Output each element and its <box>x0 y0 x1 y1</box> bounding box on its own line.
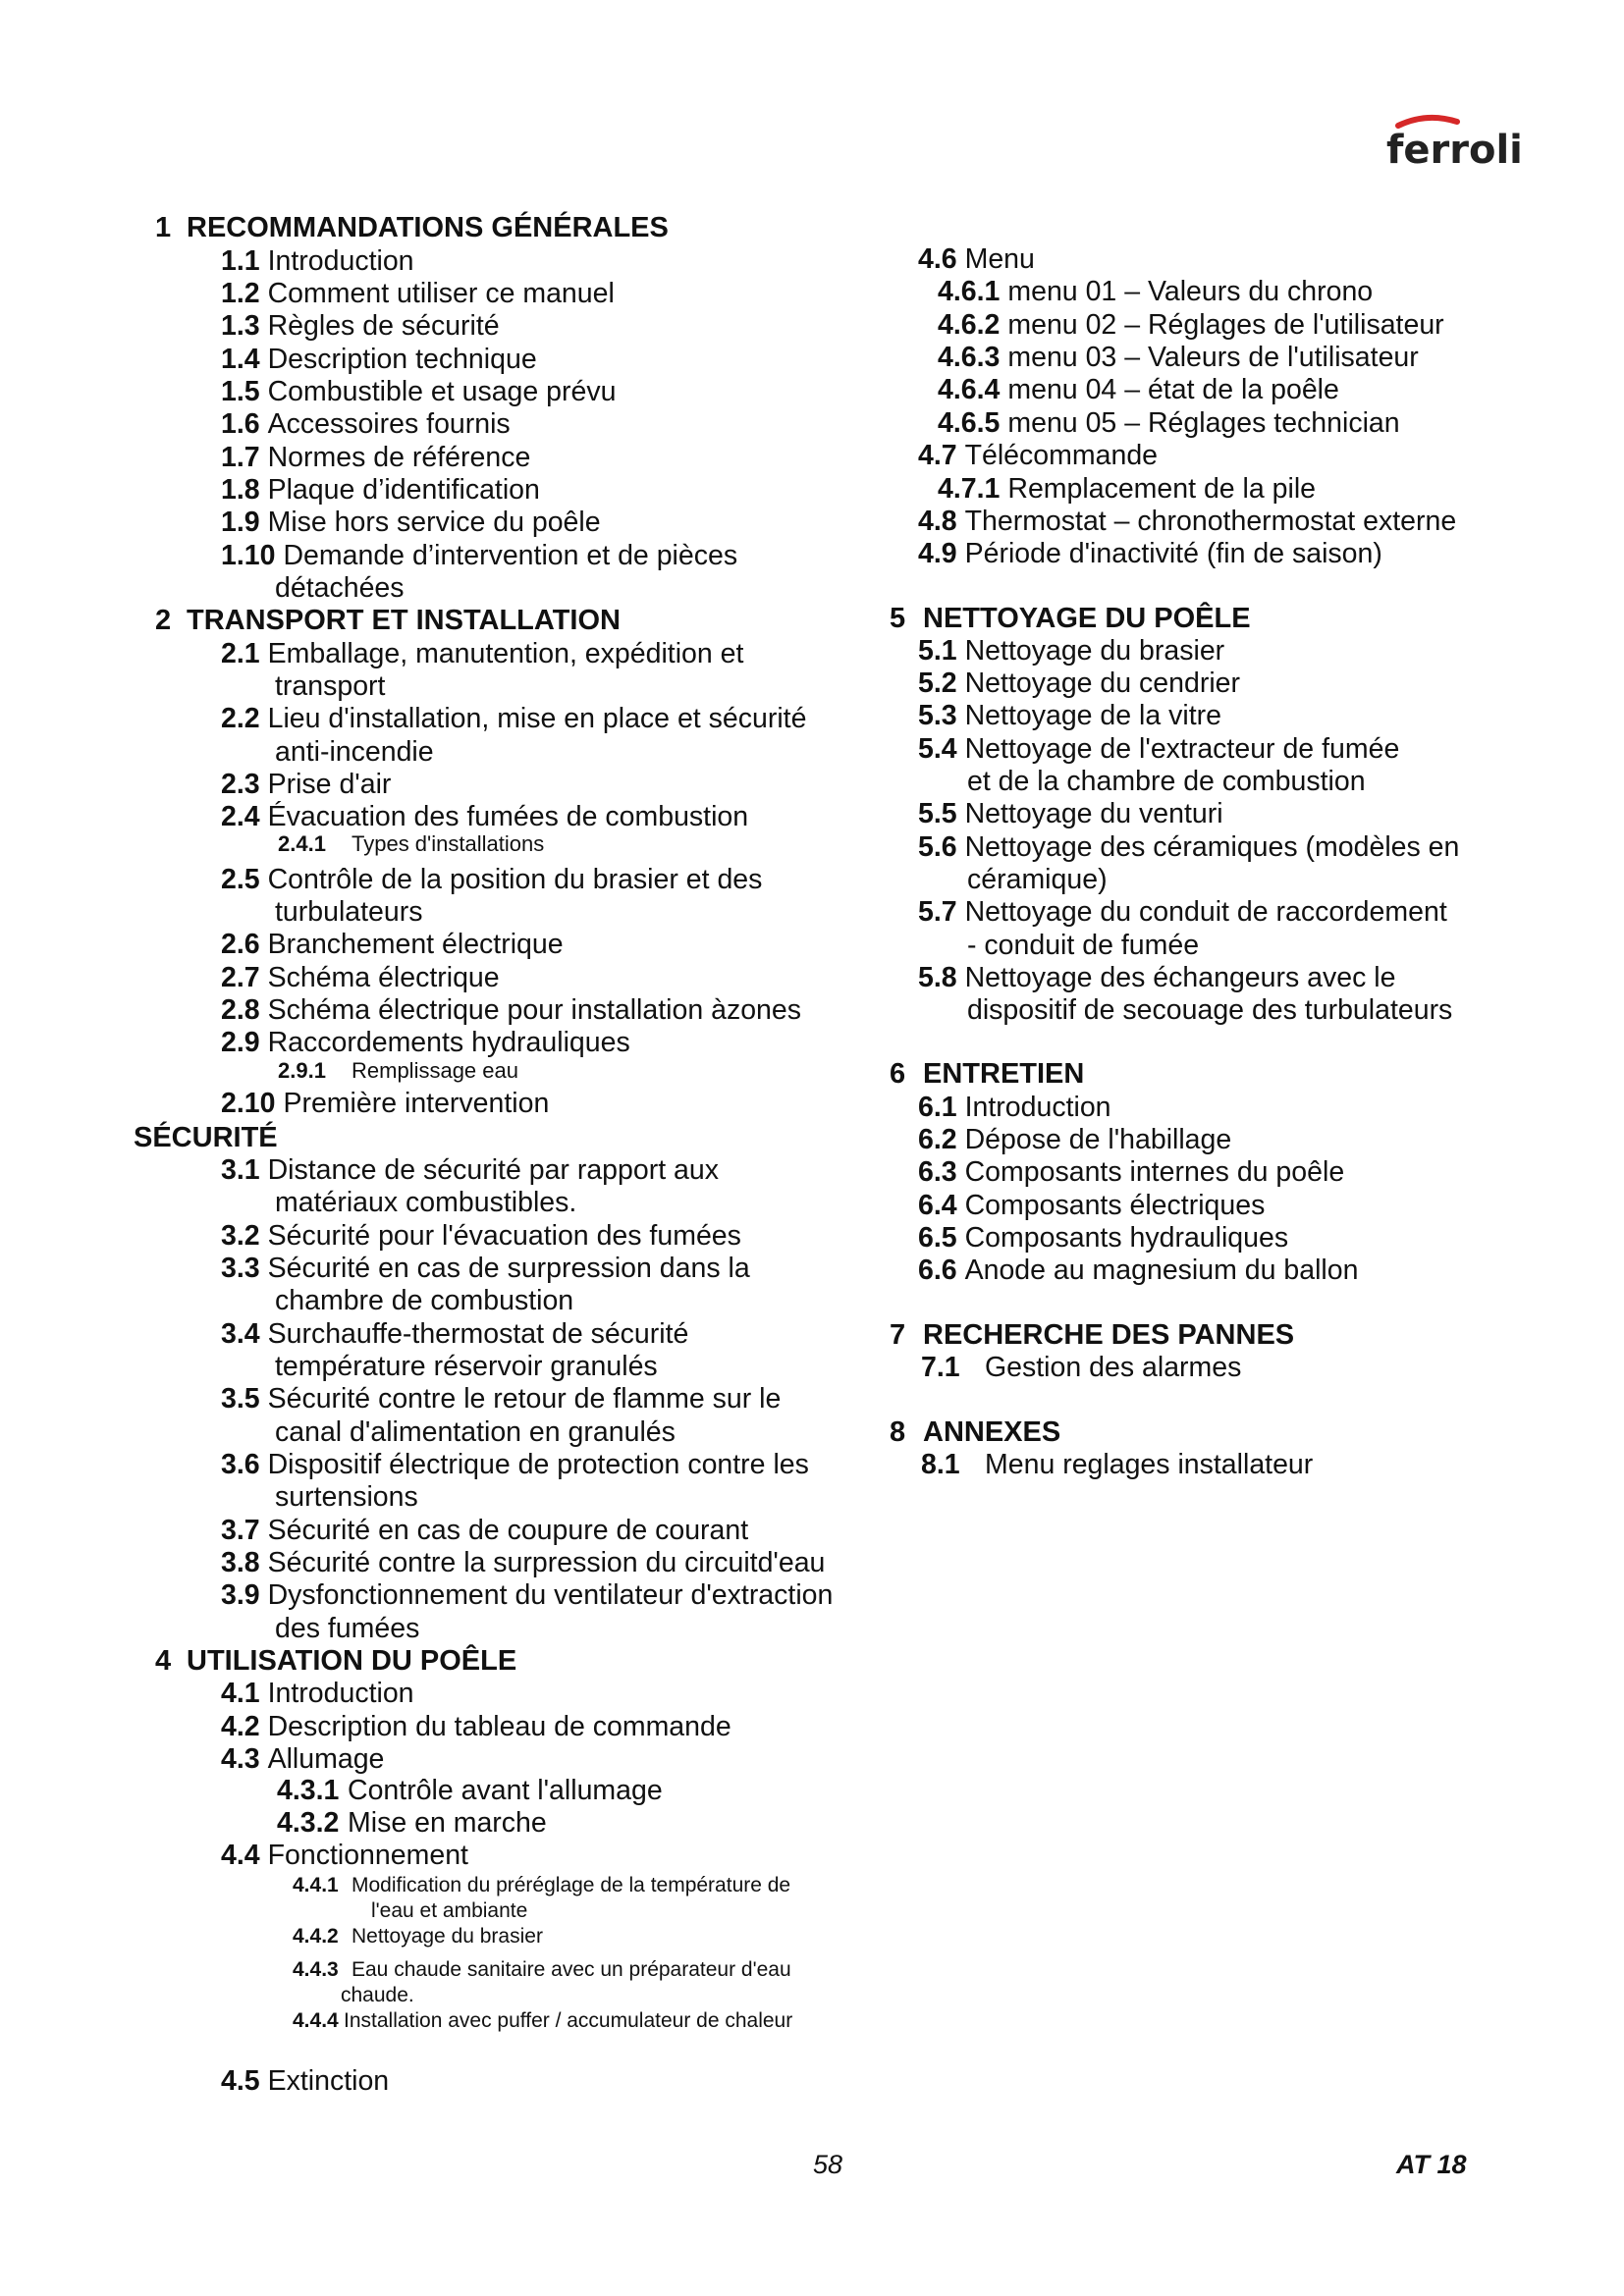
section-title: Introduction <box>267 1678 414 1709</box>
section-title: Installation avec puffer / accumulateur de chaleur <box>344 2009 793 2032</box>
right-toc-entry <box>890 1416 1061 1449</box>
section-number: 3.8 <box>221 1547 260 1578</box>
right-toc-entry <box>918 733 1399 766</box>
section-number: 1.10 <box>221 540 276 571</box>
section-title: Période d'inactivité (fin de saison) <box>964 538 1382 569</box>
section-number: 4.6.4 <box>938 374 1001 405</box>
section-title: Composants hydrauliques <box>964 1222 1289 1254</box>
section-number: 2.1 <box>221 638 260 669</box>
section-title: Extinction <box>267 2065 390 2097</box>
section-number: 2.7 <box>221 962 260 993</box>
section-title: Surchauffe-thermostat de sécurité <box>267 1318 689 1350</box>
section-title: Raccordements hydrauliques <box>267 1027 630 1058</box>
section-title: Nettoyage de la vitre <box>964 700 1221 731</box>
section-number: 1.2 <box>221 278 260 309</box>
chapter-title: RECOMMANDATIONS GÉNÉRALES <box>187 212 669 243</box>
left-toc-entry <box>221 962 500 994</box>
section-number: 4.7 <box>918 440 957 471</box>
section-title: Combustible et usage prévu <box>267 376 617 407</box>
left-toc-entry <box>275 736 434 769</box>
entry-continuation: surtensions <box>275 1481 418 1513</box>
section-title: Accessoires fournis <box>267 408 511 440</box>
section-number: 1.7 <box>221 442 260 473</box>
section-number: 3.6 <box>221 1449 260 1480</box>
section-number: 4.4.1 <box>293 1874 339 1896</box>
chapter-number: 7 <box>890 1319 906 1351</box>
section-number: 2.5 <box>221 864 260 895</box>
left-toc-entry <box>221 864 762 896</box>
section-title: Nettoyage du venturi <box>964 798 1223 829</box>
section-title: Thermostat – chronothermostat externe <box>964 506 1457 537</box>
left-toc-entry <box>221 474 540 507</box>
left-toc-entry <box>221 1253 750 1285</box>
left-toc-entry <box>275 896 423 929</box>
left-toc-entry <box>371 1898 527 1924</box>
left-toc-entry <box>293 1957 791 1983</box>
left-toc-entry <box>221 1088 549 1120</box>
section-title: Nettoyage du conduit de raccordement <box>964 896 1447 928</box>
section-number: 2.2 <box>221 703 260 734</box>
section-number: 4.4.3 <box>293 1958 339 1981</box>
section-number: 1.5 <box>221 376 260 407</box>
section-number: 5.2 <box>918 667 957 699</box>
right-toc-entry <box>918 1156 1344 1189</box>
page-number: 58 <box>813 2150 843 2179</box>
left-toc-entry <box>275 572 405 605</box>
section-title: Schéma électrique <box>267 962 500 993</box>
section-number: 5.4 <box>918 733 957 765</box>
section-title: Dysfonctionnement du ventilateur d'extraction <box>267 1579 834 1611</box>
entry-continuation: turbulateurs <box>275 896 423 928</box>
section-title: Description du tableau de commande <box>267 1711 731 1742</box>
left-toc-entry <box>275 1187 576 1219</box>
left-toc-entry <box>221 344 537 376</box>
right-toc-entry <box>967 930 1199 962</box>
chapter-number: 8 <box>890 1416 906 1448</box>
left-toc-entry <box>221 540 737 572</box>
section-number: 5.7 <box>918 896 957 928</box>
left-toc-entry <box>275 1351 658 1383</box>
left-toc-entry <box>221 1383 781 1415</box>
chapter-number: 6 <box>890 1058 906 1090</box>
left-toc-entry <box>221 1449 809 1481</box>
section-title: Règles de sécurité <box>267 310 500 342</box>
entry-continuation: chaude. <box>341 1984 414 2006</box>
right-toc-entry <box>918 831 1459 864</box>
right-toc-entry <box>918 538 1382 570</box>
section-title: Lieu d'installation, mise en place et sécurité <box>267 703 807 734</box>
section-number: 4.4.2 <box>293 1925 339 1948</box>
section-title: Remplissage eau <box>352 1058 518 1083</box>
section-number: 4.8 <box>918 506 957 537</box>
left-toc-entry <box>221 1154 719 1187</box>
chapter-number: 2 <box>155 605 172 636</box>
section-number: 6.3 <box>918 1156 957 1188</box>
section-number: 5.5 <box>918 798 957 829</box>
left-toc-entry <box>293 1924 543 1949</box>
section-title: Emballage, manutention, expédition et <box>267 638 744 669</box>
ferroli-logo <box>1382 108 1523 177</box>
section-title: Mise hors service du poêle <box>267 507 601 538</box>
right-toc-entry <box>918 962 1395 994</box>
section-number: 2.10 <box>221 1088 276 1119</box>
section-number: 2.9.1 <box>278 1058 326 1083</box>
left-toc-entry <box>221 376 616 408</box>
right-toc-entry <box>938 309 1444 342</box>
section-number: 4.3.1 <box>277 1775 340 1806</box>
right-toc-entry <box>921 1352 1242 1384</box>
right-toc-entry <box>890 603 1251 635</box>
section-title: Demande d’intervention et de pièces <box>283 540 738 571</box>
section-number: 2.6 <box>221 929 260 960</box>
left-toc-entry <box>221 638 743 670</box>
section-title: Composants internes du poêle <box>964 1156 1345 1188</box>
section-title: Sécurité contre la surpression du circuitd'eau <box>267 1547 826 1578</box>
entry-continuation: canal d'alimentation en granulés <box>275 1416 676 1448</box>
left-toc-entry <box>275 1613 419 1645</box>
section-title: Gestion des alarmes <box>985 1352 1242 1383</box>
section-number: 2.4 <box>221 801 260 832</box>
right-toc-entry <box>918 1255 1358 1287</box>
left-toc-entry <box>275 1481 418 1514</box>
left-toc-entry <box>221 442 530 474</box>
left-toc-entry <box>275 1285 573 1317</box>
section-title: Sécurité contre le retour de flamme sur le <box>267 1383 782 1415</box>
left-toc-entry <box>221 929 564 961</box>
left-toc-entry <box>221 278 615 310</box>
entry-continuation: matériaux combustibles. <box>275 1187 577 1218</box>
section-number: 6.5 <box>918 1222 957 1254</box>
entry-continuation: - conduit de fumée <box>967 930 1200 961</box>
right-toc-entry <box>918 440 1158 472</box>
left-toc-entry <box>221 1840 468 1872</box>
chapter-number: 5 <box>890 603 906 634</box>
section-number: 7.1 <box>921 1352 960 1383</box>
entry-continuation: température réservoir granulés <box>275 1351 658 1382</box>
section-number: 5.8 <box>918 962 957 993</box>
section-title: Fonctionnement <box>267 1840 468 1871</box>
section-number: 3.5 <box>221 1383 260 1415</box>
right-toc-entry <box>890 1319 1295 1352</box>
section-number: 3.2 <box>221 1220 260 1252</box>
left-toc-entry <box>277 1775 663 1807</box>
entry-continuation: anti-incendie <box>275 736 434 768</box>
section-number: 1.1 <box>221 245 260 277</box>
section-number: 8.1 <box>921 1449 960 1480</box>
section-number: 3.7 <box>221 1515 260 1546</box>
right-toc-entry <box>918 798 1223 830</box>
right-toc-entry <box>967 994 1452 1027</box>
chapter-number: 4 <box>155 1645 172 1677</box>
section-title: Menu <box>964 243 1035 275</box>
left-toc-entry <box>221 703 806 735</box>
left-toc-entry <box>275 1416 676 1449</box>
section-title: Schéma électrique pour installation àzones <box>267 994 802 1026</box>
left-toc-entry <box>221 994 801 1027</box>
section-number: 2.8 <box>221 994 260 1026</box>
section-number: 3.1 <box>221 1154 260 1186</box>
left-toc-entry <box>221 1318 688 1351</box>
right-toc-entry <box>918 1190 1265 1222</box>
section-number: 4.2 <box>221 1711 260 1742</box>
section-number: 4.6.5 <box>938 407 1001 439</box>
section-title: Nettoyage du brasier <box>352 1925 543 1948</box>
section-title: Remplacement de la pile <box>1007 473 1317 505</box>
section-number: 4.5 <box>221 2065 260 2097</box>
section-title: Sécurité en cas de surpression dans la <box>267 1253 750 1284</box>
section-number: 5.3 <box>918 700 957 731</box>
section-title: Dépose de l'habillage <box>964 1124 1232 1155</box>
right-toc-entry <box>938 374 1339 406</box>
chapter-title: UTILISATION DU POÊLE <box>187 1645 517 1677</box>
section-title: Mise en marche <box>348 1807 547 1839</box>
left-toc-entry <box>221 1547 825 1579</box>
section-title: menu 03 – Valeurs de l'utilisateur <box>1007 342 1419 373</box>
right-toc-entry <box>938 342 1419 374</box>
right-toc-entry <box>918 1124 1231 1156</box>
left-toc-entry <box>221 245 414 278</box>
section-title: Introduction <box>267 245 414 277</box>
section-title: Eau chaude sanitaire avec un préparateur d'eau <box>352 1958 791 1981</box>
section-title: Types d'installations <box>352 831 545 856</box>
left-toc-entry <box>155 1645 517 1678</box>
left-toc-entry <box>221 408 511 441</box>
section-number: 1.9 <box>221 507 260 538</box>
section-title: Sécurité en cas de coupure de courant <box>267 1515 749 1546</box>
section-number: 5.6 <box>918 831 957 863</box>
section-title: Modification du préréglage de la température de <box>352 1874 791 1896</box>
section-number: 4.4.4 <box>293 2009 339 2032</box>
section-number: 3.4 <box>221 1318 260 1350</box>
right-toc-entry <box>918 243 1035 276</box>
right-toc-entry <box>921 1449 1314 1481</box>
section-number: 1.4 <box>221 344 260 375</box>
right-toc-entry <box>918 896 1447 929</box>
chapter-number: 1 <box>155 212 172 243</box>
section-title: Distance de sécurité par rapport aux <box>267 1154 720 1186</box>
left-toc-entry <box>278 1058 518 1084</box>
section-title: Nettoyage des échangeurs avec le <box>964 962 1396 993</box>
section-title: Nettoyage du cendrier <box>964 667 1241 699</box>
section-number: 6.1 <box>918 1092 957 1123</box>
model-code: AT 18 <box>1396 2150 1467 2179</box>
section-title: Menu reglages installateur <box>985 1449 1314 1480</box>
left-toc-entry <box>293 2008 793 2034</box>
section-title: menu 02 – Réglages de l'utilisateur <box>1007 309 1444 341</box>
right-toc-entry <box>938 276 1373 308</box>
entry-continuation: l'eau et ambiante <box>371 1899 528 1922</box>
section-title: Branchement électrique <box>267 929 564 960</box>
section-title: Anode au magnesium du ballon <box>964 1255 1359 1286</box>
right-toc-entry <box>918 506 1456 538</box>
section-title: Allumage <box>267 1743 385 1775</box>
section-title: Normes de référence <box>267 442 531 473</box>
left-toc-entry <box>341 1983 414 2008</box>
section-number: 2.3 <box>221 769 260 800</box>
section-number: 4.3.2 <box>277 1807 340 1839</box>
left-toc-entry <box>221 1743 384 1776</box>
left-toc-entry <box>134 1122 278 1154</box>
section-number: 4.3 <box>221 1743 260 1775</box>
right-toc-entry <box>967 766 1366 798</box>
section-title: Télécommande <box>964 440 1159 471</box>
left-toc-entry <box>221 801 748 833</box>
right-toc-entry <box>967 864 1108 896</box>
entry-continuation: et de la chambre de combustion <box>967 766 1366 797</box>
chapter-title: SÉCURITÉ <box>134 1122 278 1153</box>
entry-continuation: des fumées <box>275 1613 420 1644</box>
section-title: Sécurité pour l'évacuation des fumées <box>267 1220 741 1252</box>
entry-continuation: chambre de combustion <box>275 1285 574 1316</box>
entry-continuation: transport <box>275 670 386 702</box>
section-title: Plaque d’identification <box>267 474 540 506</box>
left-toc-entry <box>278 831 545 857</box>
logo-text: ferroli <box>1386 128 1523 173</box>
left-toc-entry <box>221 1579 833 1612</box>
right-toc-entry <box>918 667 1240 700</box>
section-number: 6.4 <box>918 1190 957 1221</box>
section-number: 4.6.2 <box>938 309 1001 341</box>
section-title: menu 04 – état de la poêle <box>1007 374 1339 405</box>
right-toc-entry <box>890 1058 1085 1091</box>
section-title: Description technique <box>267 344 537 375</box>
section-number: 2.9 <box>221 1027 260 1058</box>
left-toc-entry <box>221 1711 731 1743</box>
section-number: 4.1 <box>221 1678 260 1709</box>
left-toc-entry <box>221 2065 389 2098</box>
section-title: menu 05 – Réglages technician <box>1007 407 1400 439</box>
left-toc-entry <box>277 1807 547 1840</box>
section-number: 1.6 <box>221 408 260 440</box>
section-number: 2.4.1 <box>278 831 326 856</box>
right-toc-entry <box>918 1092 1111 1124</box>
section-title: Composants électriques <box>964 1190 1266 1221</box>
entry-continuation: céramique) <box>967 864 1108 895</box>
entry-continuation: dispositif de secouage des turbulateurs <box>967 994 1453 1026</box>
chapter-title: TRANSPORT ET INSTALLATION <box>187 605 621 636</box>
left-toc-entry <box>155 212 669 244</box>
chapter-title: ANNEXES <box>923 1416 1061 1448</box>
chapter-title: RECHERCHE DES PANNES <box>923 1319 1295 1351</box>
section-number: 4.9 <box>918 538 957 569</box>
section-number: 5.1 <box>918 635 957 667</box>
right-toc-entry <box>938 473 1316 506</box>
section-number: 1.8 <box>221 474 260 506</box>
section-number: 1.3 <box>221 310 260 342</box>
section-title: Comment utiliser ce manuel <box>267 278 615 309</box>
left-toc-entry <box>221 1678 414 1710</box>
section-number: 4.6.1 <box>938 276 1001 307</box>
section-number: 4.7.1 <box>938 473 1001 505</box>
section-title: Nettoyage du brasier <box>964 635 1225 667</box>
section-title: Première intervention <box>283 1088 550 1119</box>
section-title: Nettoyage de l'extracteur de fumée <box>964 733 1400 765</box>
section-number: 3.9 <box>221 1579 260 1611</box>
chapter-title: ENTRETIEN <box>923 1058 1085 1090</box>
right-toc-entry <box>918 635 1224 667</box>
left-toc-entry <box>275 670 385 703</box>
left-toc-entry <box>155 605 621 637</box>
right-toc-entry <box>938 407 1400 440</box>
entry-continuation: détachées <box>275 572 405 604</box>
section-title: Nettoyage des céramiques (modèles en <box>964 831 1460 863</box>
left-toc-entry <box>221 507 601 539</box>
left-toc-entry <box>221 1027 630 1059</box>
left-toc-entry <box>221 769 391 801</box>
section-number: 6.2 <box>918 1124 957 1155</box>
section-title: Évacuation des fumées de combustion <box>267 801 749 832</box>
left-toc-entry <box>293 1873 791 1898</box>
chapter-title: NETTOYAGE DU POÊLE <box>923 603 1251 634</box>
section-number: 6.6 <box>918 1255 957 1286</box>
section-title: Prise d'air <box>267 769 392 800</box>
right-toc-entry <box>918 700 1221 732</box>
right-toc-entry <box>918 1222 1288 1255</box>
section-title: Dispositif électrique de protection contre les <box>267 1449 809 1480</box>
section-number: 4.6 <box>918 243 957 275</box>
section-number: 4.6.3 <box>938 342 1001 373</box>
left-toc-entry <box>221 310 500 343</box>
section-title: Contrôle de la position du brasier et des <box>267 864 763 895</box>
left-toc-entry <box>221 1220 741 1253</box>
section-number: 4.4 <box>221 1840 260 1871</box>
section-number: 3.3 <box>221 1253 260 1284</box>
section-title: Introduction <box>964 1092 1111 1123</box>
section-title: Contrôle avant l'allumage <box>348 1775 663 1806</box>
left-toc-entry <box>221 1515 748 1547</box>
section-title: menu 01 – Valeurs du chrono <box>1007 276 1374 307</box>
